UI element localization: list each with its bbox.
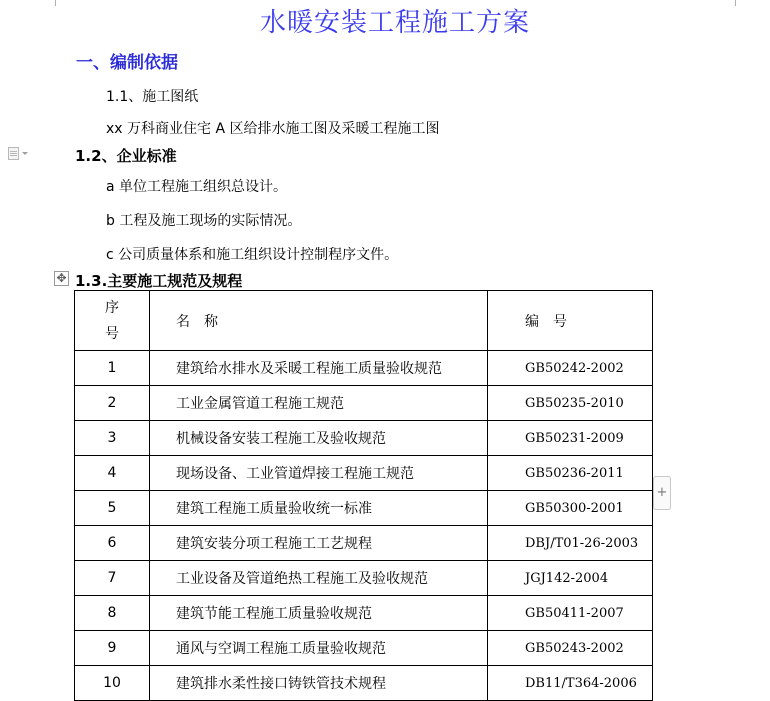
- standard-item-a: a 单位工程施工组织总设计。: [106, 179, 288, 195]
- cell-code: GB50411-2007: [488, 596, 653, 631]
- table-row: [75, 526, 653, 561]
- table-row: [75, 386, 653, 421]
- cell-code: GB50235-2010: [488, 386, 653, 421]
- cell-name: 机械设备安装工程施工及验收规范: [150, 421, 488, 456]
- drawings-description: xx 万科商业住宅 A 区给排水施工图及采暖工程施工图: [106, 121, 440, 137]
- header-cell-no: [75, 291, 150, 351]
- subheading-enterprise-standards: 1.2、企业标准: [75, 147, 177, 165]
- cell-name: 建筑排水柔性接口铸铁管技术规程: [150, 666, 488, 701]
- subheading-main-codes: 1.3.主要施工规范及规程: [75, 272, 243, 290]
- cell-name: 建筑安装分项工程施工工艺规程: [150, 526, 488, 561]
- cell-name: 建筑给水排水及采暖工程施工质量验收规范: [150, 351, 488, 386]
- section-heading-basis: 一、编制依据: [76, 53, 178, 73]
- cell-name: 建筑节能工程施工质量验收规范: [150, 596, 488, 631]
- table-row: [75, 351, 653, 386]
- document-icon[interactable]: [8, 146, 36, 160]
- cell-name: 现场设备、工业管道焊接工程施工规范: [150, 456, 488, 491]
- cell-no: 3: [75, 421, 150, 456]
- cell-code: GB50242-2002: [488, 351, 653, 386]
- chevron-down-icon: [22, 152, 28, 155]
- cell-no: 1: [75, 351, 150, 386]
- cell-code: GB50300-2001: [488, 491, 653, 526]
- header-no-top: 序: [105, 299, 119, 316]
- table-row: [75, 456, 653, 491]
- cell-code: GB50236-2011: [488, 456, 653, 491]
- cell-code: DB11/T364-2006: [488, 666, 653, 701]
- table-header-row: [75, 291, 653, 351]
- header-cell-name: 名 称: [150, 291, 488, 351]
- cell-no: 10: [75, 666, 150, 701]
- cell-code: DBJ/T01-26-2003: [488, 526, 653, 561]
- plus-icon[interactable]: +: [653, 476, 671, 510]
- table-row: [75, 666, 653, 701]
- cell-no: 7: [75, 561, 150, 596]
- header-cell-code: 编 号: [488, 291, 653, 351]
- cell-name: 工业金属管道工程施工规范: [150, 386, 488, 421]
- subheading-drawings: 1.1、施工图纸: [106, 89, 199, 105]
- table-move-handle-icon[interactable]: ✥: [54, 271, 69, 286]
- cell-no: 5: [75, 491, 150, 526]
- cell-name: 通风与空调工程施工质量验收规范: [150, 631, 488, 666]
- cell-code: GB50231-2009: [488, 421, 653, 456]
- cell-no: 8: [75, 596, 150, 631]
- document-title: 水暖安装工程施工方案: [259, 8, 530, 38]
- cell-name: 建筑工程施工质量验收统一标准: [150, 491, 488, 526]
- table-row: [75, 491, 653, 526]
- table-row: [75, 421, 653, 456]
- cell-no: 4: [75, 456, 150, 491]
- standards-table: [74, 290, 653, 701]
- table-row: [75, 596, 653, 631]
- cell-no: 2: [75, 386, 150, 421]
- cell-code: GB50243-2002: [488, 631, 653, 666]
- cell-name: 工业设备及管道绝热工程施工及验收规范: [150, 561, 488, 596]
- cell-code: JGJ142-2004: [488, 561, 653, 596]
- page-glyph: [8, 147, 19, 160]
- cell-no: 6: [75, 526, 150, 561]
- table-row: [75, 561, 653, 596]
- table-row: [75, 631, 653, 666]
- header-no-bottom: 号: [105, 325, 119, 342]
- standard-item-b: b 工程及施工现场的实际情况。: [106, 213, 302, 229]
- cell-no: 9: [75, 631, 150, 666]
- standard-item-c: c 公司质量体系和施工组织设计控制程序文件。: [106, 247, 399, 263]
